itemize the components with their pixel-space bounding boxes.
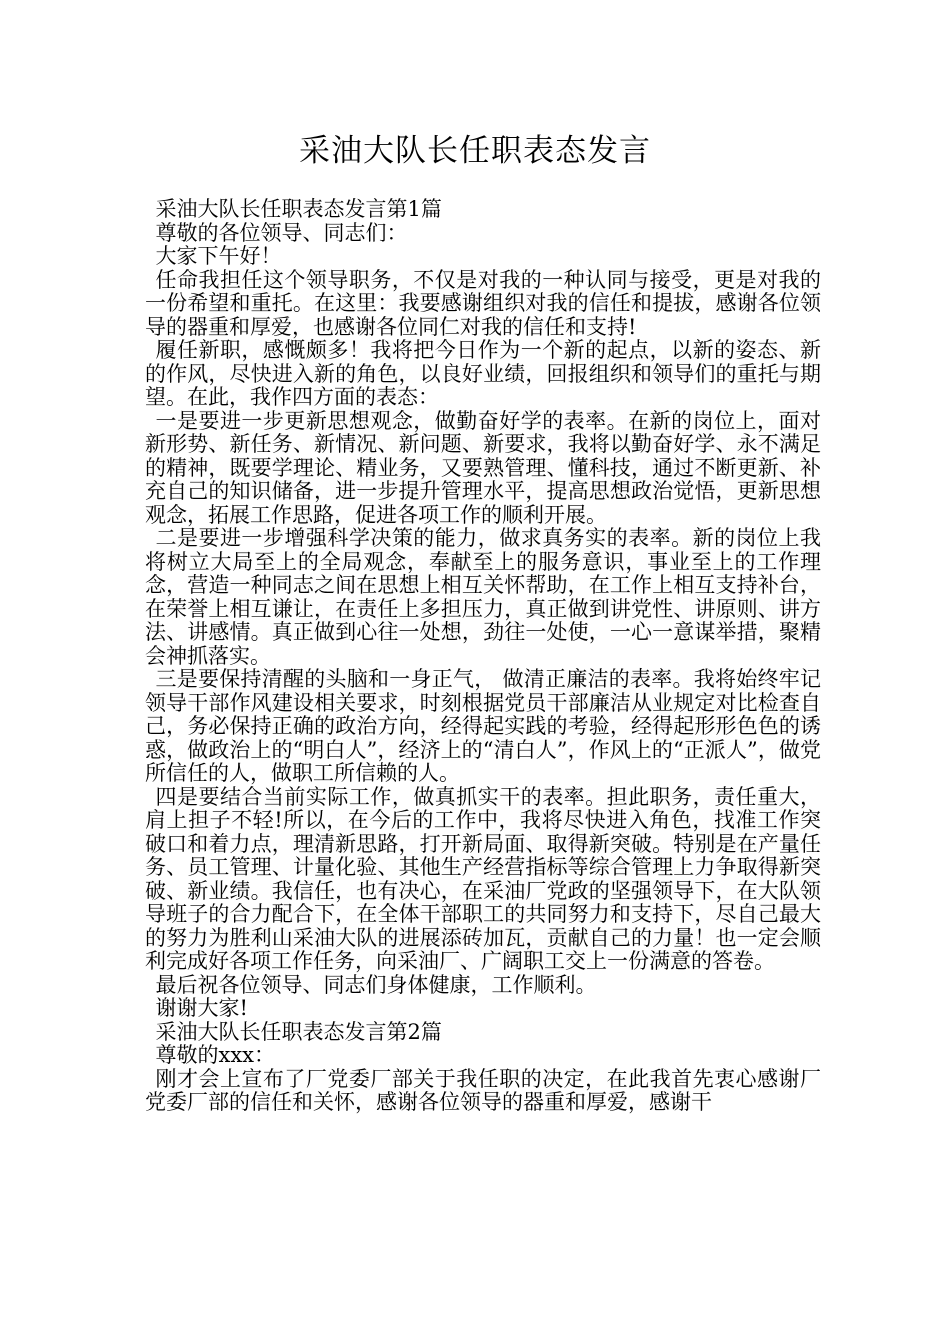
paragraph-point-1: 一是要进一步更新思想观念，做勤奋好学的表率。在新的岗位上，面对新形势、新任务、新情况、新问题、新要求，我将以勤奋好学、永不满足的精神，既要学理论、精业务，又要熟管理、懂科技，通过不断更新、补充自己的知识储备，进一步提升管理水平，提高思想政治觉悟，更新思想观念，拓展工作思路，促进各项工作的顺利开展。 bbox=[145, 408, 821, 527]
paragraph-intro: 履任新职，感慨颇多！我将把今日作为一个新的起点，以新的姿态、新的作风，尽快进入新的角色，以良好业绩，回报组织和领导们的重托与期望。在此，我作四方面的表态： bbox=[145, 338, 821, 409]
section-heading-2: 采油大队长任职表态发言第2篇 bbox=[155, 1019, 442, 1044]
salutation: 尊敬的各位领导、同志们： bbox=[155, 220, 408, 245]
greeting: 大家下午好！ bbox=[155, 244, 282, 268]
paragraph-point-3: 三是要保持清醒的头脑和一身正气， 做清正廉洁的表率。我将始终牢记领导干部作风建设相关要求，时刻根据党员干部廉洁从业规定对比检查自己，务必保持正确的政治方向，经得起实践的考验，经得起形形色色的诱惑，做政治上的“明白人”，经济上的“清白人”，作风上的“正派人”，做党所信任的人，做职工所信赖的人。 bbox=[145, 667, 821, 785]
paragraph-thanks: 任命我担任这个领导职务，不仅是对我的一种认同与接受，更是对我的一份希望和重托。在这里：我要感谢组织对我的信任和提拔，感谢各位领导的器重和厚爱，也感谢各位同仁对我的信任和支持! bbox=[145, 267, 821, 339]
paragraph-point-2: 二是要进一步增强科学决策的能力，做求真务实的表率。新的岗位上我将树立大局至上的全局观念，奉献至上的服务意识，事业至上的工作理念，营造一种同志之间在思想上相互关怀帮助，在工作上相互支持补台，在荣誉上相互谦让，在责任上多担压力，真正做到讲党性、讲原则、讲方法、讲感情。真正做到心往一处想，劲往一处使，一心一意谋举措，聚精会神抓落实。 bbox=[145, 526, 821, 668]
section-heading-1: 采油大队长任职表态发言第1篇 bbox=[155, 197, 442, 221]
document-title: 采油大队长任职表态发言 bbox=[299, 133, 651, 169]
paragraph-thank-you: 谢谢大家! bbox=[155, 996, 248, 1020]
paragraph-point-4: 四是要结合当前实际工作，做真抓实干的表率。担此职务，责任重大，肩上担子不轻!所以，在今后的工作中，我将尽快进入角色，找准工作突破口和着力点，理清新思路，打开新局面、取得新突破。特别是在产量任务、员工管理、计量化验、其他生产经营指标等综合管理上力争取得新突破、新业绩。我信任，也有决心，在采油厂党政的坚强领导下，在大队领导班子的合力配合下，在全体干部职工的共同努力和支持下，尽自己最大的努力为胜利山采油大队的进展添砖加瓦，贡献自己的力量！也一定会顺利完成好各项工作任务，向采油厂、广阔职工交上一份满意的答卷。 bbox=[145, 784, 821, 973]
paragraph-opening-2: 刚才会上宣布了厂党委厂部关于我任职的决定，在此我首先衷心感谢厂党委厂部的信任和关怀，感谢各位领导的器重和厚爱，感谢干 bbox=[145, 1066, 821, 1114]
paragraph-closing-wish: 最后祝各位领导、同志们身体健康，工作顺利。 bbox=[155, 972, 597, 997]
document-body bbox=[145, 198, 821, 1115]
salutation-2: 尊敬的xxx： bbox=[155, 1043, 276, 1067]
